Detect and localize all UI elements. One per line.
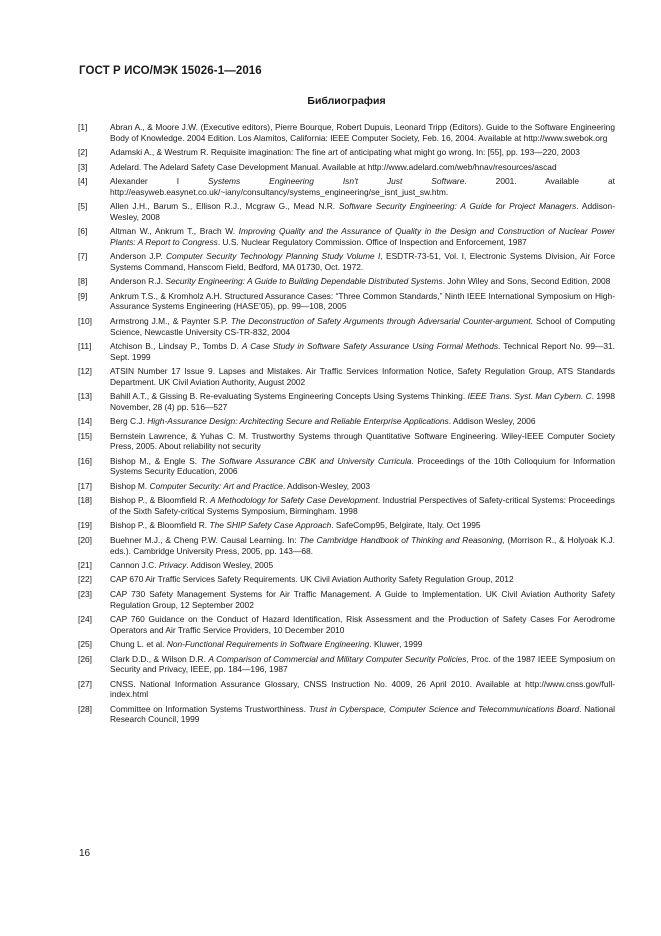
entry-text-segment: Ankrum T.S., & Kromholz A.H. Structured Assurance Cases: “Three Common Standards,” Ninth IEEE International Symposium on High-Assurance Systems Engineering (HASE’05), pp. 99—108, 2005 [110,290,615,312]
entry-text-segment: . Addison-Wesley, 2008 [110,201,615,222]
entry-title-italic: Trust in Cyberspace, Computer Science and Telecommunications Board [308,703,580,714]
entry-text-segment: Committee on Information Systems Trustworthiness. [110,703,309,714]
entry-text-segment: Berg C.J. [110,416,148,427]
entry-text-segment: Atchison B., Lindsay P., Tombs D. [110,341,242,351]
entry-number: [8] [78,276,88,287]
bibliography-entry [78,679,615,700]
entry-number: [27] [78,678,92,689]
bibliography-entry [78,251,615,272]
entry-number: [6] [78,226,88,237]
entry-text-segment: . Technical Report No. 99—31. Sept. 1999 [110,341,615,362]
entry-text-segment: CAP 760 Guidance on the Conduct of Hazard Identification, Risk Assessment and the Production of Safety Cases For Aerodrome Operators and Air Traffic Service Providers, 10 December 2010 [110,614,615,635]
bibliography-entry [78,560,615,571]
entry-text-segment: Bishop P., & Bloomfield R. [110,495,211,506]
entry-text-segment: Bahill A.T., & Gissing B. Re-evaluating Systems Engineering Concepts Using Systems Thinking. [110,391,468,402]
entry-text [110,122,615,143]
entry-text [110,251,615,272]
bibliography-entry [78,276,615,287]
bibliography-entry [78,341,615,362]
entry-number: [16] [78,455,92,466]
entry-text-segment: Armstrong J.M., & Paynter S.P. [110,315,231,326]
bibliography-entry [78,639,615,650]
entry-number: [24] [78,614,92,625]
entry-number: [11] [78,341,92,351]
entry-text [110,639,615,650]
entry-number: [21] [78,560,92,570]
entry-text [110,704,615,725]
entry-text-segment: . John Wiley and Sons, Second Edition, 2008 [442,276,611,287]
entry-text-segment: . U.S. Nuclear Regulatory Commission. Office of Inspection and Enforcement, 1987 [217,236,527,247]
entry-text [110,147,615,158]
entry-title-italic: Security Engineering: A Guide to Building Dependable Distributed Systems [165,276,443,287]
bibliography-entry [78,481,615,492]
entry-title-italic: The Software Assurance CBK and University Curricula [200,455,412,466]
section-title: Библиография [307,95,386,107]
bibliography-entry [78,495,615,516]
entry-number: [17] [78,480,92,491]
entry-text-segment: , ESDTR-73-51, Vol. I, Electronic Systems Division, Air Force Systems Command, Hanscom Field, Bedford, MA 01730, Oct. 1972. [110,251,615,272]
entry-text [110,391,615,412]
entry-text-segment: , (Morrison R., & Holyoak K.J. eds.). Cambridge University Press, 2005, pp. 143—68. [110,534,615,556]
entry-number: [4] [78,176,88,187]
bibliography-list [78,122,615,729]
entry-text [110,341,615,362]
entry-text-segment: Anderson R.J. [110,276,166,287]
entry-text-segment: . 1998 November, 28 (4) pp. 516—527 [110,391,615,412]
entry-number: [15] [78,430,92,441]
entry-text-segment: Alexander I [110,176,209,187]
entry-title-italic: Systems Engineering Isn't Just Software [208,176,465,187]
entry-text-segment: . 2001. Available at http://easyweb.easynet.co.uk/~iany/consultancy/systems_engineering/se_isnt_just_sw.htm. [110,176,615,197]
entry-title-italic: Improving Quality and the Assurance of Quality in the Design and Construction of Nuclear Power Plants: A Report to Congress [110,226,615,247]
entry-text-segment: CAP 730 Safety Management Systems for Air Traffic Management. A Guide to Implementation. UK Civil Aviation Authority Safety Regulation Group, 12 September 2002 [110,588,615,610]
entry-text [110,201,615,222]
entry-number: [13] [78,391,92,402]
bibliography-entry [78,456,615,477]
entry-text-segment: Bishop P., & Bloomfield R. [110,520,210,531]
entry-text-segment: . Industrial Perspectives of Safety-critical Systems: Proceedings of the Sixth Safety-critical Systems Symposium, Birmingham. 1998 [110,495,615,516]
entry-text [110,520,615,531]
entry-text [110,495,615,516]
bibliography-entry [78,416,615,427]
entry-text [110,654,615,675]
entry-text [110,431,615,452]
entry-text [110,560,615,571]
entry-text-segment: Anderson J.P. [110,251,166,262]
entry-text [110,679,615,700]
entry-number: [26] [78,653,92,664]
entry-text-segment: Chung L. et al. [110,639,167,650]
entry-title-italic: High-Assurance Design: Architecting Secure and Reliable Enterprise Applications [147,416,449,427]
entry-text-segment: Adelard. The Adelard Safety Case Development Manual. Available at http://www.adelard.com/web/hnav/resources/ascad [110,161,557,172]
entry-text-segment: Cannon J.C. [110,560,159,570]
entry-text [110,416,615,427]
entry-text [110,456,615,477]
entry-text [110,589,615,610]
entry-text-segment: , Proc. of the 1987 IEEE Symposium on Security and Privacy, IEEE, pp. 184—196, 1987 [110,653,615,675]
bibliography-entry [78,589,615,610]
entry-text-segment: . Addison Wesley, 2006 [448,416,536,427]
entry-title-italic: A Case Study in Software Safety Assurance Using Formal Methods [241,341,499,351]
entry-text-segment: . National Research Council, 1999 [110,703,615,725]
entry-title-italic: Computer Security Technology Planning Study Volume I [165,251,381,262]
entry-number: [19] [78,520,92,531]
bibliography-entry [78,574,615,585]
entry-text [110,614,615,635]
entry-title-italic: IEEE Trans. Syst. Man Cybern. C [467,391,592,402]
entry-number: [3] [78,161,88,172]
entry-text [110,316,615,337]
page-number: 16 [79,848,91,859]
entry-title-italic: A Comparison of Commercial and Military Computer Security Policies [208,653,467,664]
entry-text-segment: . SafeComp95, Belgirate, Italy. Oct 1995 [331,520,481,531]
entry-number: [7] [78,251,88,262]
entry-title-italic: The Cambridge Handbook of Thinking and Reasoning [299,534,503,545]
entry-text-segment: Buehner M.J., & Cheng P.W. Causal Learning. In: [110,534,300,545]
entry-number: [18] [78,495,92,506]
entry-text [110,176,615,197]
entry-text-segment: Bishop M. [110,480,150,491]
entry-text-segment: . Kluwer, 1999 [369,639,423,650]
bibliography-entry [78,176,615,197]
entry-title-italic: Privacy [158,560,187,570]
entry-title-italic: Software Security Engineering: A Guide for Project Managers [338,201,577,212]
entry-text-segment: . School of Computing Science, Newcastle University CS-TR-832, 2004 [110,315,615,337]
entry-title-italic: The SHIP Safety Case Approach [209,520,332,531]
bibliography-entry [78,291,615,312]
bibliography-entry [78,535,615,556]
entry-title-italic: Computer Security: Art and Practice [149,480,283,491]
bibliography-entry [78,391,615,412]
entry-number: [28] [78,703,92,714]
entry-number: [1] [78,122,88,132]
bibliography-entry [78,201,615,222]
bibliography-entry [78,147,615,158]
standard-designation: ГОСТ Р ИСО/МЭК 15026-1—2016 [79,65,262,77]
entry-text [110,226,615,247]
entry-text-segment: . Proceedings of the 10th Colloquium for Information Systems Security Education, 2006 [110,455,615,477]
entry-number: [2] [78,147,88,158]
bibliography-entry [78,226,615,247]
bibliography-entry [78,122,615,143]
entry-text-segment: CNSS. National Information Assurance Glossary, CNSS Instruction No. 4009, 26 April 2010. Available at http://www.cnss.gov/full-index.html [110,678,615,700]
bibliography-entry [78,520,615,531]
entry-number: [10] [78,315,92,326]
entry-number: [25] [78,639,92,650]
bibliography-entry [78,654,615,675]
entry-text [110,481,615,492]
bibliography-entry [78,431,615,452]
entry-title-italic: A Methodology for Safety Case Development [210,495,378,506]
entry-number: [5] [78,201,88,212]
entry-text-segment: Bishop M., & Engle S. [110,455,201,466]
bibliography-entry [78,704,615,725]
entry-text-segment: Adamski A., & Westrum R. Requisite imagination: The fine art of anticipating what might go wrong. In: [55], pp. 193—220, 2003 [110,147,580,158]
entry-text-segment: CAP 670 Air Traffic Services Safety Requirements. UK Civil Aviation Authority Safety Regulation Group, 2012 [110,574,514,585]
bibliography-entry [78,366,615,387]
entry-text-segment: Clark D.D., & Wilson D.R. [110,653,209,664]
entry-text-segment: Bernstein Lawrence, & Yuhas C. M. Trustworthy Systems through Quantitative Software Engineering. Wiley-IEEE Computer Society Press, 2005. About reliability not security [110,430,615,452]
entry-text-segment: Abran A., & Moore J.W. (Executive editors), Pierre Bourque, Robert Dupuis, Leonard Tripp (Editors). Guide to the Software Engineering Body of Knowledge. 2004 Edition. Los Alamitos, California: IEEE Computer Society, Feb. 16, 2004. Available at http://www.swebok.org [110,122,615,143]
entry-title-italic: Non-Functional Requirements in Software Engineering [166,639,370,650]
entry-number: [14] [78,416,92,427]
entry-text [110,291,615,312]
entry-text [110,366,615,387]
entry-number: [20] [78,534,92,545]
entry-text [110,574,615,585]
bibliography-entry [78,614,615,635]
entry-text-segment: Allen J.H., Barum S., Ellison R.J., Mcgraw G., Mead N.R. [110,201,339,212]
entry-text [110,276,615,287]
entry-text [110,162,615,173]
entry-text-segment: ATSIN Number 17 Issue 9. Lapses and Mistakes. Air Traffic Services Information Notice, Safety Regulation Group, ATS Standards Department. UK Civil Aviation Authority, August 2002 [110,366,615,387]
entry-text-segment: . Addison Wesley, 2005 [186,560,274,570]
entry-number: [9] [78,290,88,301]
entry-number: [23] [78,588,92,599]
entry-number: [12] [78,366,92,377]
entry-number: [22] [78,574,92,585]
entry-text [110,535,615,556]
entry-text-segment: Altman W., Ankrum T., Brach W. [110,226,239,237]
bibliography-entry [78,162,615,173]
bibliography-entry [78,316,615,337]
entry-title-italic: The Deconstruction of Safety Arguments through Adversarial Counter-argument [230,315,531,326]
entry-text-segment: . Addison-Wesley, 2003 [282,480,371,491]
